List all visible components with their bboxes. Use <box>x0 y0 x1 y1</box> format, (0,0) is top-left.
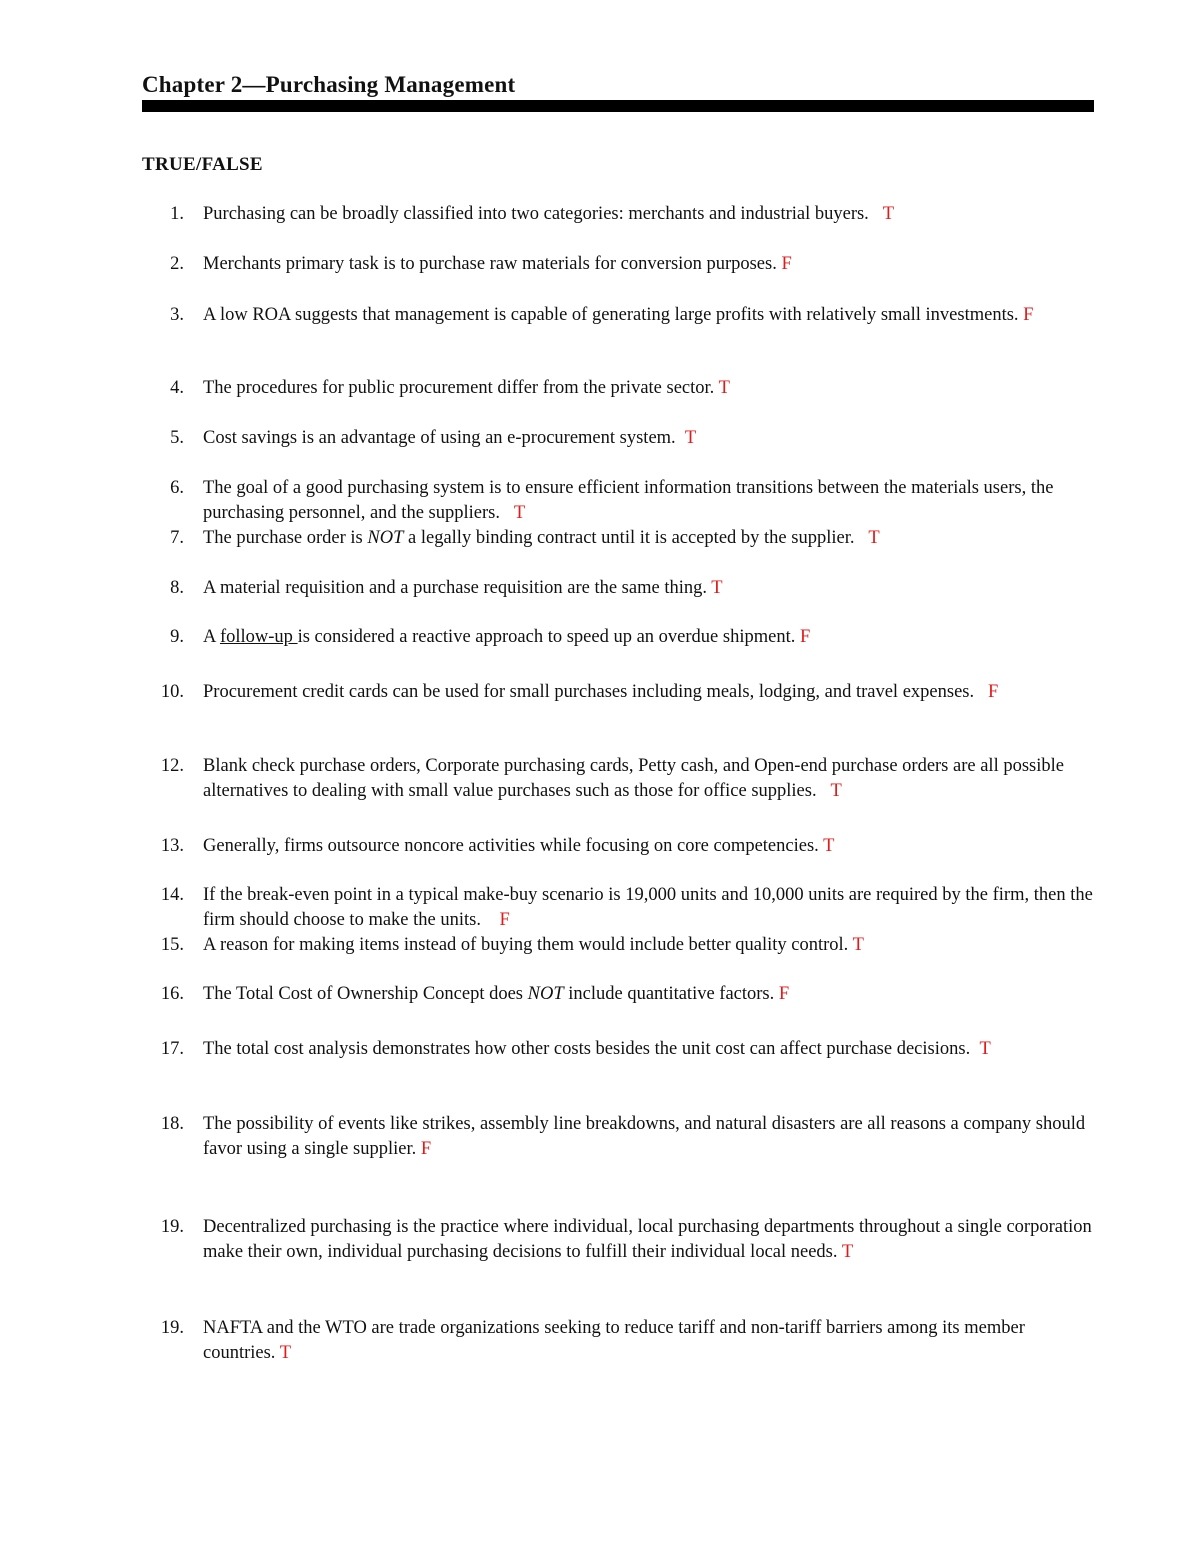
answer-mark: T <box>823 836 835 856</box>
answer-mark: F <box>778 984 790 1004</box>
question-text: Cost savings is an advantage of using an e-procurement system. T <box>203 428 697 448</box>
answer-mark: T <box>979 1039 991 1059</box>
emphasis-text: NOT <box>527 984 564 1004</box>
question-number: 19. <box>160 1318 184 1338</box>
question-text: If the break-even point in a typical make-buy scenario is 19,000 units and 10,000 units are required by the firm, then the firm should choose to make the units. F <box>203 885 1093 930</box>
question-text: Purchasing can be broadly classified into two categories: merchants and industrial buyers. T <box>203 204 894 224</box>
answer-mark: T <box>841 1242 854 1262</box>
question-text: The purchase order is NOT a legally binding contract until it is accepted by the supplier. T <box>203 528 880 548</box>
page-title: Chapter 2—Purchasing Management <box>142 72 516 97</box>
question-number: 15. <box>160 935 184 955</box>
answer-mark: T <box>279 1343 292 1363</box>
question-number: 4. <box>170 378 184 398</box>
question-number: 12. <box>160 756 184 776</box>
section-heading: TRUE/FALSE <box>142 154 263 175</box>
answer-mark: F <box>781 254 792 274</box>
answer-mark: T <box>830 781 842 801</box>
question-number: 13. <box>160 836 184 856</box>
answer-mark: T <box>711 578 723 598</box>
question-text: A low ROA suggests that management is capable of generating large profits with relatively small investments. F <box>203 305 1034 325</box>
answer-mark: T <box>868 528 880 548</box>
emphasis-text: NOT <box>367 528 404 548</box>
question-number: 6. <box>170 478 184 498</box>
question-text: The total cost analysis demonstrates how other costs besides the unit cost can affect purchase decisions. T <box>203 1039 991 1059</box>
question-number: 17. <box>160 1039 184 1059</box>
answer-mark: T <box>513 503 526 523</box>
question-text: Blank check purchase orders, Corporate purchasing cards, Petty cash, and Open-end purchase orders are all possible alternatives to dealing with small value purchases such as those for office supplies. T <box>203 756 1064 801</box>
question-number: 1. <box>170 204 184 224</box>
question-text: The possibility of events like strikes, assembly line breakdowns, and natural disasters are all reasons a company should favor using a single supplier. F <box>203 1114 1086 1159</box>
question-text: The Total Cost of Ownership Concept does NOT include quantitative factors. F <box>203 984 790 1004</box>
question-number: 14. <box>160 885 184 905</box>
question-text: Merchants primary task is to purchase raw materials for conversion purposes. F <box>203 254 792 274</box>
question-number: 3. <box>170 305 184 325</box>
question-text: Generally, firms outsource noncore activities while focusing on core competencies. T <box>203 836 835 856</box>
answer-mark: F <box>987 682 999 702</box>
question-number: 2. <box>170 254 184 274</box>
answer-mark: T <box>684 428 697 448</box>
question-number: 18. <box>160 1114 184 1134</box>
question-number: 5. <box>170 428 184 448</box>
question-number: 19. <box>160 1217 184 1237</box>
answer-mark: F <box>1023 305 1034 325</box>
question-number: 7. <box>170 528 184 548</box>
question-text: Decentralized purchasing is the practice where individual, local purchasing departments throughout a single corporation make their own, individual purchasing decisions to fulfill their individual local needs. T <box>203 1217 1092 1262</box>
title-divider <box>142 100 1094 112</box>
question-text: A reason for making items instead of buying them would include better quality control. T <box>203 935 864 955</box>
question-number: 16. <box>160 984 184 1004</box>
question-text: A material requisition and a purchase requisition are the same thing. T <box>203 578 723 598</box>
answer-mark: T <box>882 204 894 224</box>
underlined-term: follow-up <box>219 627 298 647</box>
answer-mark: F <box>420 1139 432 1159</box>
question-text: Procurement credit cards can be used for small purchases including meals, lodging, and travel expenses. F <box>203 682 999 702</box>
answer-mark: T <box>718 378 730 398</box>
question-text: A follow-up is considered a reactive approach to speed up an overdue shipment. F <box>203 627 811 647</box>
question-number: 8. <box>170 578 184 598</box>
question-number: 10. <box>160 682 184 702</box>
answer-mark: F <box>499 910 510 930</box>
answer-mark: T <box>852 935 864 955</box>
question-text: NAFTA and the WTO are trade organizations seeking to reduce tariff and non-tariff barriers among its member countries. T <box>203 1318 1025 1363</box>
question-text: The goal of a good purchasing system is to ensure efficient information transitions between the materials users, the purchasing personnel, and the suppliers. T <box>203 478 1054 523</box>
question-number: 9. <box>170 627 184 647</box>
question-text: The procedures for public procurement differ from the private sector. T <box>203 378 730 398</box>
answer-mark: F <box>799 627 811 647</box>
